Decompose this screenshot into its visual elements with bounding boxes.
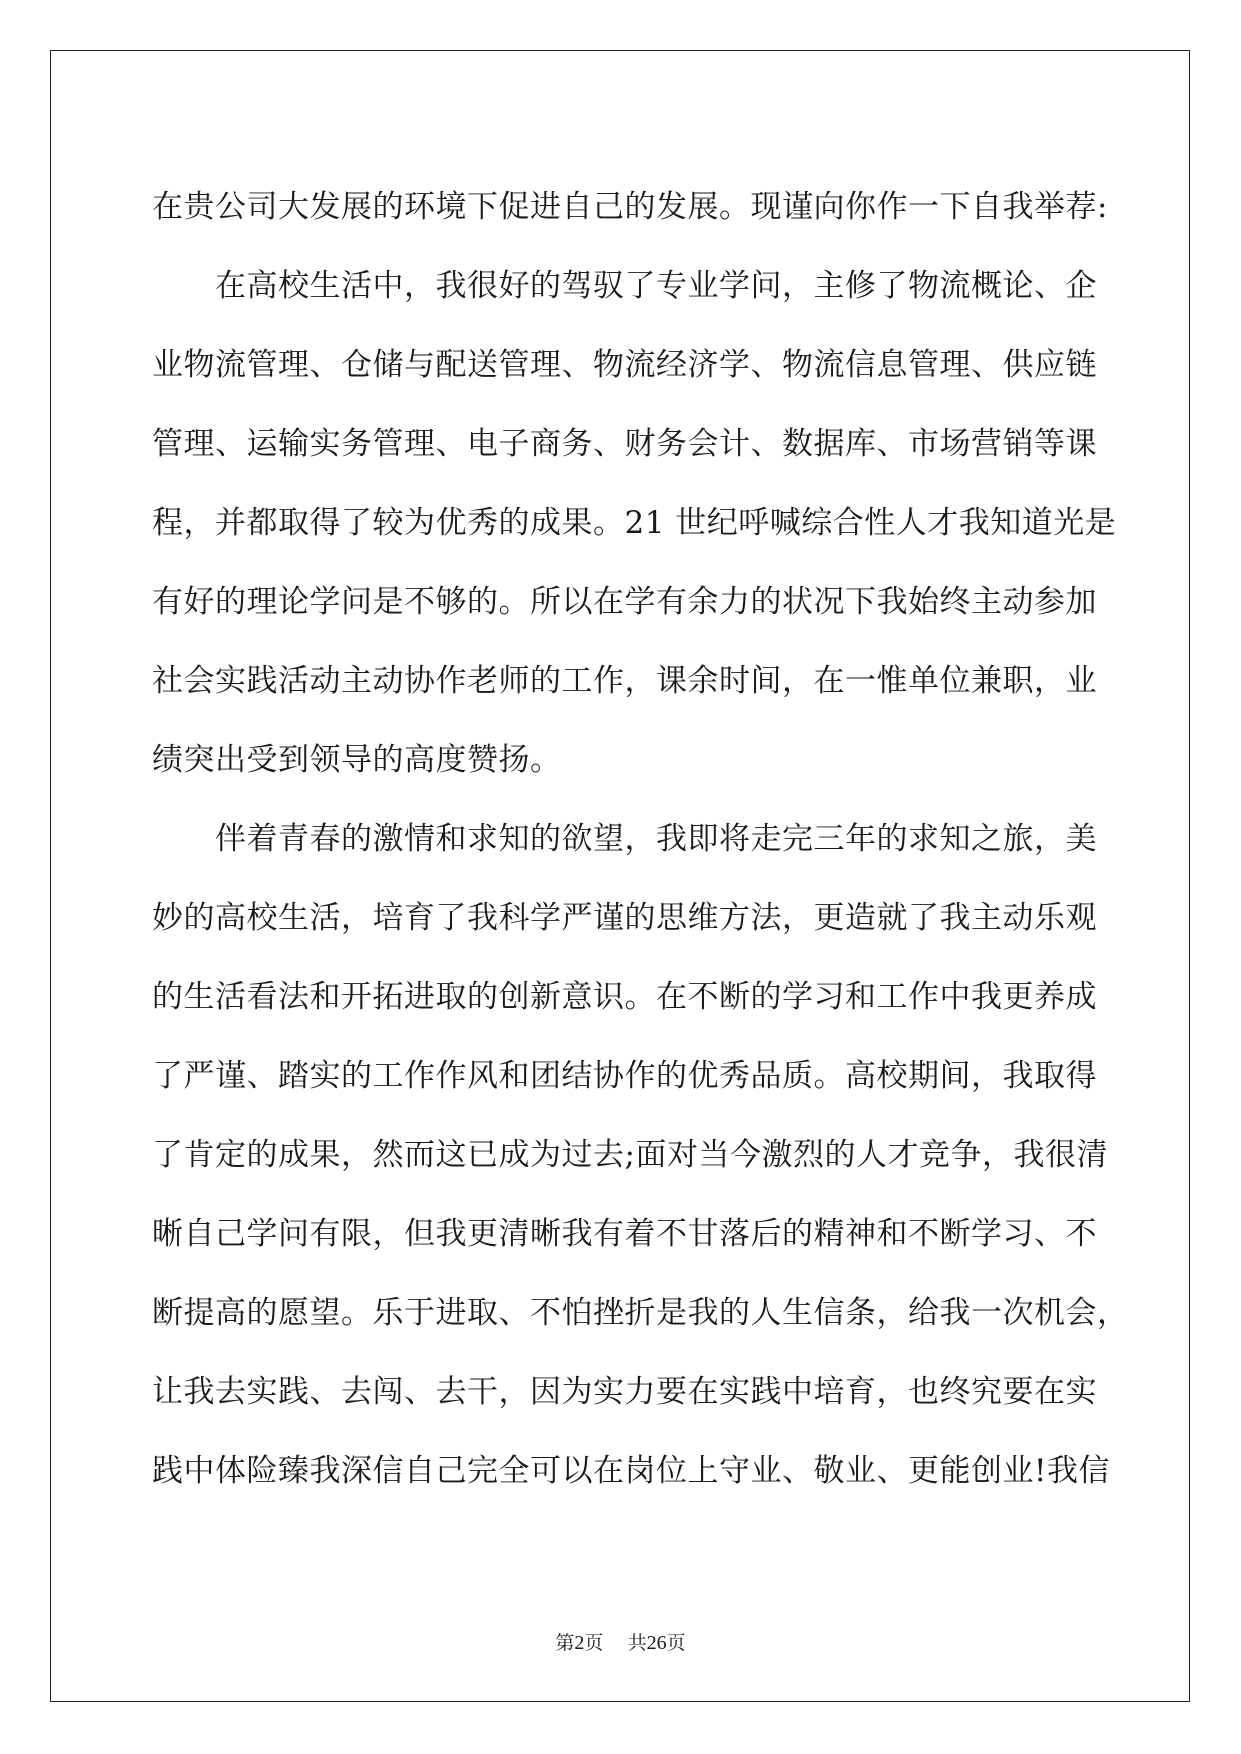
total-prefix: 共 (627, 1632, 647, 1654)
text-line: 在高校生活中，我很好的驾驭了专业学问，主修了物流概论、企 (215, 268, 1097, 304)
text-line: 程，并都取得了较为优秀的成果。21 世纪呼喊综合性人才我知道光是 (152, 505, 1117, 541)
text-line: 社会实践活动主动协作老师的工作，课余时间，在一惟单位兼职，业 (152, 663, 1097, 699)
total-pages: 26 (646, 1632, 667, 1654)
page-footer (0, 1631, 1241, 1655)
text-line: 绩突出受到领导的高度赞扬。 (152, 742, 562, 778)
page-suffix: 页 (584, 1632, 604, 1654)
text-line: 践中体险臻我深信自己完全可以在岗位上守业、敬业、更能创业!我信 (152, 1453, 1110, 1489)
document-body (152, 168, 1129, 1511)
page-prefix: 第 (555, 1632, 575, 1654)
text-line: 让我去实践、去闯、去干，因为实力要在实践中培育，也终究要在实 (152, 1374, 1097, 1410)
text-line: 了肯定的成果，然而这已成为过去;面对当今激烈的人才竞争，我很清 (152, 1137, 1108, 1173)
text-line: 妙的高校生活，培育了我科学严谨的思维方法，更造就了我主动乐观 (152, 900, 1097, 936)
text-line: 断提高的愿望。乐于进取、不怕挫折是我的人生信条，给我一次机会， (152, 1295, 1129, 1331)
text-line: 在贵公司大发展的环境下促进自己的发展。现谨向你作一下自我举荐: (152, 189, 1108, 225)
page-number: 2 (574, 1632, 585, 1654)
text-line: 管理、运输实务管理、电子商务、财务会计、数据库、市场营销等课 (152, 426, 1097, 462)
text-line: 了严谨、踏实的工作作风和团结协作的优秀品质。高校期间，我取得 (152, 1058, 1097, 1094)
text-line: 有好的理论学问是不够的。所以在学有余力的状况下我始终主动参加 (152, 584, 1097, 620)
total-suffix: 页 (666, 1632, 686, 1654)
text-line: 业物流管理、仓储与配送管理、物流经济学、物流信息管理、供应链 (152, 347, 1097, 383)
text-line: 晰自己学问有限，但我更清晰我有着不甘落后的精神和不断学习、不 (152, 1216, 1097, 1252)
text-line: 伴着青春的激情和求知的欲望，我即将走完三年的求知之旅，美 (215, 821, 1097, 857)
text-line: 的生活看法和开拓进取的创新意识。在不断的学习和工作中我更养成 (152, 979, 1097, 1015)
